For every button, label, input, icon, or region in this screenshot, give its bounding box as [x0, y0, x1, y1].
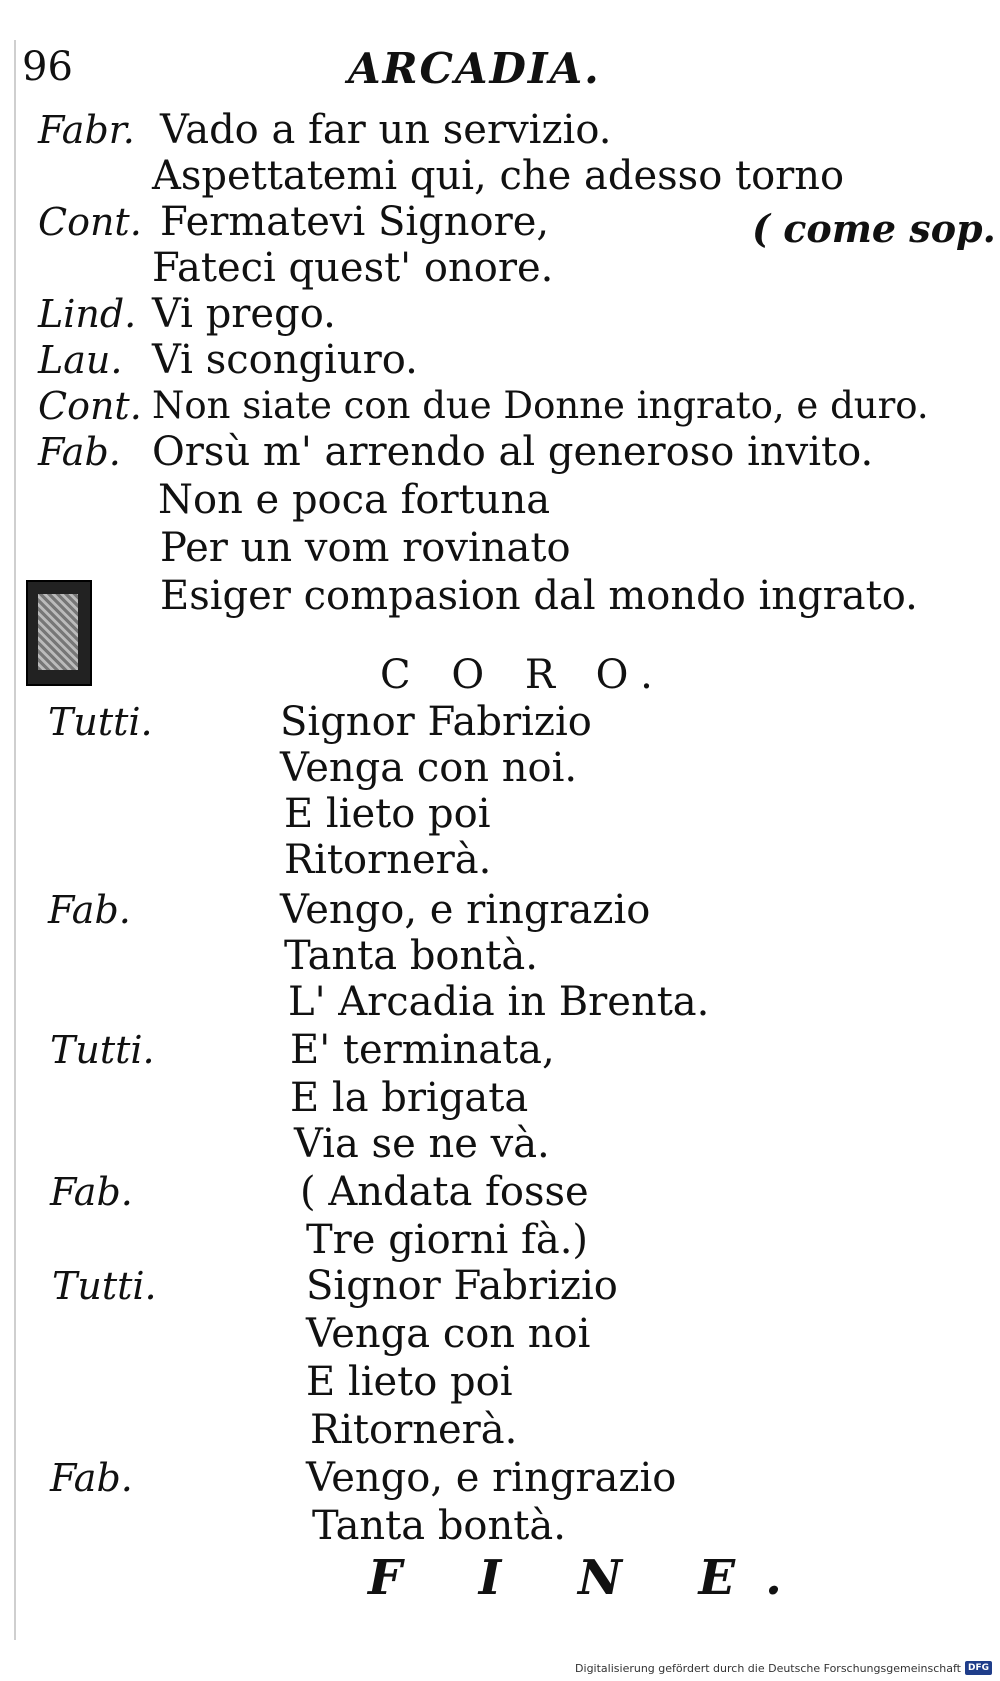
verse-line: Signor Fabrizio [306, 1263, 618, 1309]
stage-direction: ( come sop. [752, 206, 996, 251]
verse-line: ( Andata fosse [300, 1169, 589, 1215]
verse-line: Per un vom rovinato [160, 525, 571, 571]
verse-line: Vengo, e ringrazio [306, 1455, 677, 1501]
page-edge-rule [14, 40, 16, 1640]
verse-line: Non siate con due Donne ingrato, e duro. [152, 384, 929, 427]
verse-line: Tre giorni fà.) [306, 1217, 589, 1263]
speaker-label: Fab. [38, 430, 121, 474]
fine-closing: F I N E. [368, 1550, 812, 1606]
verse-line: Ritornerà. [310, 1407, 518, 1453]
verse-line: E la brigata [290, 1075, 529, 1121]
coro-heading: C O R O. [380, 652, 667, 698]
digitization-credit [575, 1661, 992, 1675]
verse-line: Ritornerà. [284, 837, 492, 883]
credit-text: Digitalisierung gefördert durch die Deutsche Forschungsgemeinschaft [575, 1661, 961, 1675]
verse-line: Venga con noi. [280, 745, 578, 791]
verse-line: L' Arcadia in Brenta. [288, 979, 710, 1025]
speaker-label: Fab. [48, 888, 131, 932]
dfg-logo: DFG [965, 1661, 992, 1675]
verse-line: Tanta bontà. [284, 933, 538, 979]
speaker-label: Tutti. [52, 1264, 157, 1308]
speaker-label: Fab. [50, 1170, 133, 1214]
verse-line: E lieto poi [284, 791, 491, 837]
verse-line: Esiger compasion dal mondo ingrato. [160, 573, 918, 619]
verse-line: Fermatevi Signore, [160, 199, 550, 245]
speaker-label: Lind. [38, 292, 137, 336]
verse-line: Venga con noi [306, 1311, 591, 1357]
speaker-label: Cont. [38, 384, 142, 428]
verse-line: Vengo, e ringrazio [280, 887, 651, 933]
library-stamp [26, 580, 92, 686]
running-title: ARCADIA. [348, 44, 601, 93]
verse-line: E lieto poi [306, 1359, 513, 1405]
speaker-label: Fab. [50, 1456, 133, 1500]
speaker-label: Lau. [38, 338, 123, 382]
verse-line: Tanta bontà. [312, 1503, 566, 1549]
verse-line: Non e poca fortuna [158, 477, 551, 523]
verse-line: Aspettatemi qui, che adesso torno [152, 153, 845, 199]
verse-line: Via se ne và. [294, 1121, 550, 1167]
verse-line: Vi scongiuro. [152, 337, 418, 383]
verse-line: Vi prego. [152, 291, 336, 337]
speaker-label: Fabr. [38, 108, 135, 152]
verse-line: Vado a far un servizio. [160, 107, 612, 153]
verse-line: Orsù m' arrendo al generoso invito. [152, 429, 874, 475]
speaker-label: Tutti. [50, 1028, 155, 1072]
verse-line: Signor Fabrizio [280, 699, 592, 745]
speaker-label: Tutti. [48, 700, 153, 744]
page-number: 96 [22, 44, 73, 90]
verse-line: Fateci quest' onore. [152, 245, 554, 291]
speaker-label: Cont. [38, 200, 142, 244]
verse-line: E' terminata, [290, 1027, 555, 1073]
